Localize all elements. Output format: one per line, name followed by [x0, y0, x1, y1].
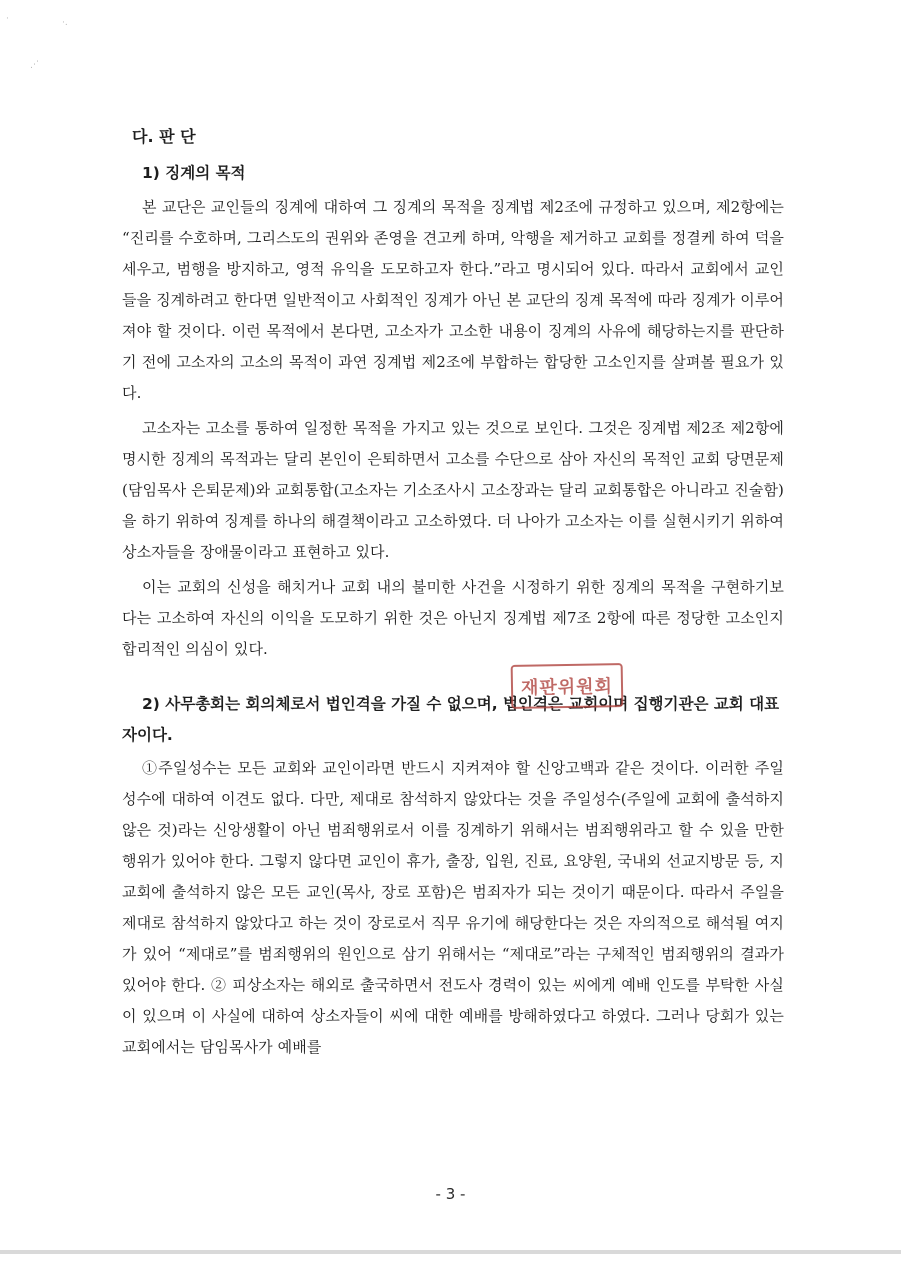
document-body: [122, 126, 784, 1067]
paragraph: 이는 교회의 신성을 해치거나 교회 내의 불미한 사건을 시정하기 위한 징계의 목적을 구현하기보다는 고소하여 자신의 이익을 도모하기 위한 것은 아닌지 징계법 제7조 2항에 따른 정당한 고소인지 합리적인 의심이 있다.: [122, 578, 784, 658]
subsection-2-title: 2) 사무총회는 회의체로서 법인격을 가질 수 없으며, 법인격은 교회이며 집행기관은 교회 대표자이다.: [122, 695, 780, 744]
subsection-1-title: 1) 징계의 목적: [142, 164, 246, 182]
official-seal-stamp: [511, 663, 624, 709]
section-heading: 다. 판 단: [132, 127, 196, 146]
page-number: - 3 -: [435, 1185, 466, 1203]
page-bottom-edge: [0, 1250, 901, 1254]
paragraph: 고소자는 고소를 통하여 일정한 목적을 가지고 있는 것으로 보인다. 그것은 징계법 제2조 제2항에 명시한 징계의 목적과는 달리 본인이 은퇴하면서 고소를 수단으로 삼아 자신의 목적인 교회 당면문제(담임목사 은퇴문제)와 교회통합(고소자는 기소조사시 고소장과는 달리 교회통합은 아니라고 진술함)을 하기 위하여 징계를 하나의 해결책이라고 고소하였다. 더 나아가 고소자는 이를 실현시키기 위하여 상소자들을 장애물이라고 표현하고 있다.: [122, 419, 784, 561]
paragraph: 본 교단은 교인들의 징계에 대하여 그 징계의 목적을 징계법 제2조에 규정하고 있으며, 제2항에는 “진리를 수호하며, 그리스도의 권위와 존영을 견고케 하며, 악행을 제거하고 교회를 정결케 하여 덕을 세우고, 범행을 방지하고, 영적 유익을 도모하고자 한다.”라고 명시되어 있다. 따라서 교회에서 교인들을 징계하려고 한다면 일반적이고 사회적인 징계가 아닌 본 교단의 징계 목적에 따라 징계가 이루어져야 할 것이다. 이런 목적에서 본다면, 고소자가 고소한 내용이 징계의 사유에 해당하는지를 판단하기 전에 고소자의 고소의 목적이 과연 징계법 제2조에 부합하는 합당한 고소인지를 살펴볼 필요가 있다.: [122, 198, 784, 402]
paragraph: ①주일성수는 모든 교회와 교인이라면 반드시 지켜져야 할 신앙고백과 같은 것이다. 이러한 주일성수에 대하여 이견도 없다. 다만, 제대로 참석하지 않았다는 것을 주일성수(주일에 교회에 출석하지 않은 것)라는 신앙생활이 아닌 범죄행위로서 이를 징계하기 위해서는 범죄행위라고 할 수 있을 만한 행위가 있어야 한다. 그렇지 않다면 교인이 휴가, 출장, 입원, 진료, 요양원, 국내외 선교지방문 등, 지교회에 출석하지 않은 모든 교인(목사, 장로 포함)은 범죄자가 되는 것이기 때문이다. 따라서 주일을 제대로 참석하지 않았다고 하는 것이 장로로서 직무 유기에 해당한다는 것은 자의적으로 해석될 여지가 있어 “제대로”를 범죄행위의 원인으로 삼기 위해서는 “제대로”라는 구체적인 범죄행위의 결과가 있어야 한다. ② 피상소자는 해외로 출국하면서 전도사 경력이 있는 씨에게 예배 인도를 부탁한 사실이 있으며 이 사실에 대하여 상소자들이 씨에 대한 예배를 방해하였다고 하였다. 그러나 당회가 있는 교회에서는 담임목사가 예배를: [122, 759, 784, 1056]
seal-text: 재판위원회: [520, 676, 614, 699]
scan-speck: ·.: [62, 18, 68, 28]
scan-speck: ⋰: [30, 60, 39, 70]
scan-speck: ·: [6, 14, 9, 24]
